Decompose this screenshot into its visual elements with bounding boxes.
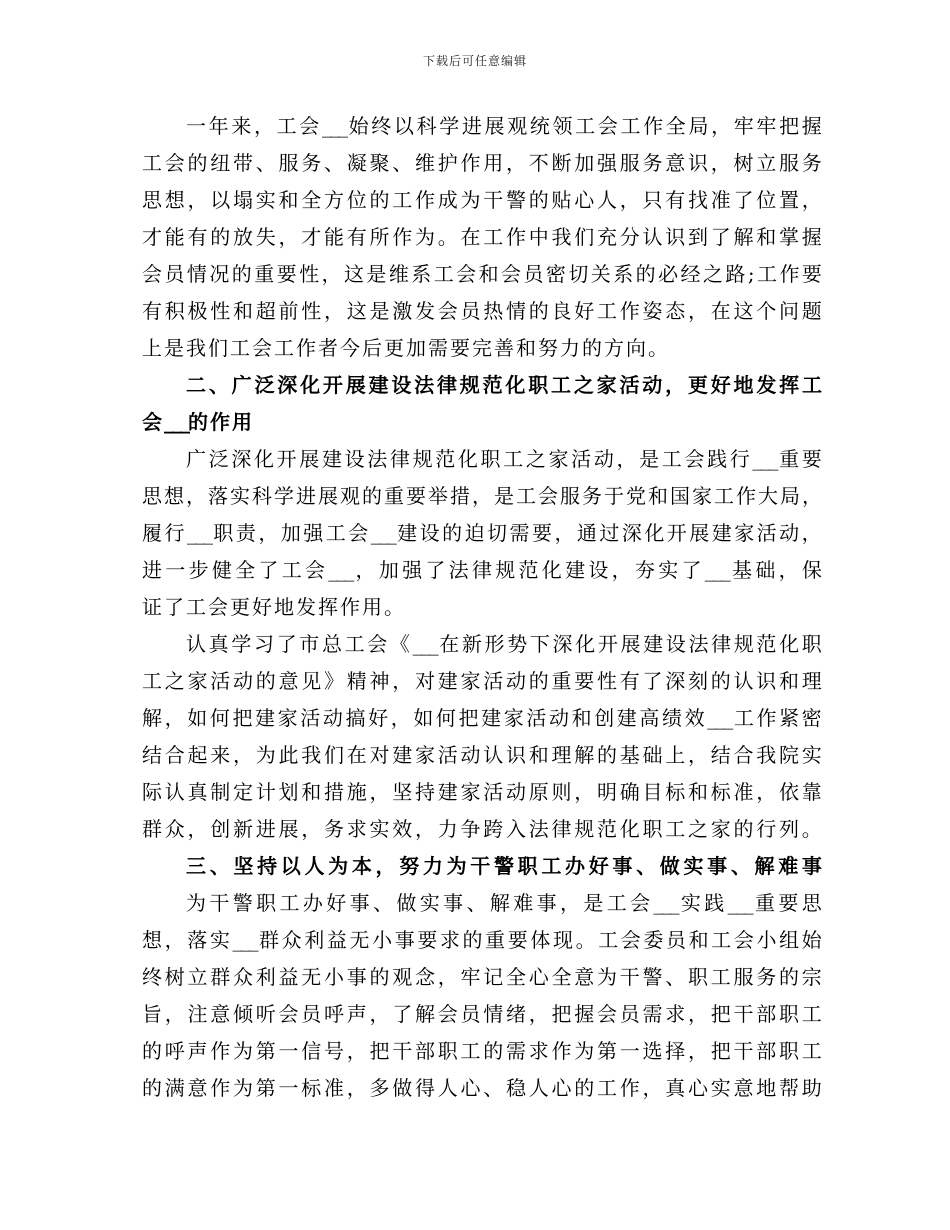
paragraph-line: 进 一 步 健 全 了 工 会 ___ ， 加 强 了 法 律 规 范 化 建 设 ， 夯 实 了 ___ 基 础 ， 保 [142,558,822,582]
paragraph-line: 思 想 ， 落 实 科 学 进 展 观 的 重 要 举 措 ， 是 工 会 服 务 于 党 和 国 家 工 作 大 局 ， [142,484,822,508]
document-body [142,108,822,1107]
paragraph-line: 会 员 情 况 的 重 要 性 ， 这 是 维 系 工 会 和 会 员 密 切 关 系 的 必 经 之 路 ; 工 作 要 [142,262,822,286]
paragraph-line: 的 满 意 作 为 第 一 标 准 ， 多 做 得 人 心 、 稳 人 心 的 工 作 ， 真 心 实 意 地 帮 助 [142,1076,822,1100]
paragraph-line: 想 ， 落 实 ___ 群 众 利 益 无 小 事 要 求 的 重 要 体 现 。 工 会 委 员 和 工 会 小 组 始 [142,928,822,952]
paragraph-line: 为 干 警 职 工 办 好 事 、 做 实 事 、 解 难 事 ， 是 工 会 ___ 实 践 ___ 重 要 思 [186,891,822,915]
paragraph-line: 旨 ， 注 意 倾 听 会 员 呼 声 ， 了 解 会 员 情 绪 ， 把 握 会 员 需 求 ， 把 干 部 职 工 [142,1002,822,1026]
page-header-note: 下载后可任意编辑 [422,54,527,68]
section-heading-line: 二 、 广 泛 深 化 开 展 建 设 法 律 规 范 化 职 工 之 家 活 动 ， 更 好 地 发 挥 工 [186,373,822,397]
paragraph-line: 认 真 学 习 了 市 总 工 会 《 ___ 在 新 形 势 下 深 化 开 展 建 设 法 律 规 范 化 职 [186,632,822,656]
paragraph-line: 群 众 ， 创 新 进 展 ， 务 求 实 效 ， 力 争 跨 入 法 律 规 范 化 职 工 之 家 的 行 列 。 [142,817,822,841]
paragraph-line: 思 想 ， 以 塌 实 和 全 方 位 的 工 作 成 为 干 警 的 贴 心 人 ， 只 有 找 准 了 位 置 ， [142,188,822,212]
paragraph-line: 一 年 来 ， 工 会 ___ 始 终 以 科 学 进 展 观 统 领 工 会 工 作 全 局 ， 牢 牢 把 握 [186,114,822,138]
paragraph-line: 工 之 家 活 动 的 意 见 》 精 神 ， 对 建 家 活 动 的 重 要 性 有 了 深 刻 的 认 识 和 理 [142,669,822,693]
paragraph-line: 际 认 真 制 定 计 划 和 措 施 ， 坚 持 建 家 活 动 原 则 ， 明 确 目 标 和 标 准 ， 依 靠 [142,780,822,804]
paragraph-line: 上 是 我 们 工 会 工 作 者 今 后 更 加 需 要 完 善 和 努 力 的 方 向 。 [142,336,670,360]
paragraph-line: 才 能 有 的 放 失 ， 才 能 有 所 作 为 。 在 工 作 中 我 们 充 分 认 识 到 了 解 和 掌 握 [142,225,822,249]
paragraph-line: 工 会 的 纽 带 、 服 务 、 凝 聚 、 维 护 作 用 ， 不 断 加 强 服 务 意 识 ， 树 立 服 务 [142,151,822,175]
paragraph-line: 广 泛 深 化 开 展 建 设 法 律 规 范 化 职 工 之 家 活 动 ， 是 工 会 践 行 ___ 重 要 [186,447,822,471]
paragraph-line: 的 呼 声 作 为 第 一 信 号 ， 把 干 部 职 工 的 需 求 作 为 第 一 选 择 ， 把 干 部 职 工 [142,1039,822,1063]
paragraph-line: 履 行 ___ 职 责 ， 加 强 工 会 ___ 建 设 的 迫 切 需 要 ， 通 过 深 化 开 展 建 家 活 动 ， [142,521,822,545]
paragraph-line: 有 积 极 性 和 超 前 性 ， 这 是 激 发 会 员 热 情 的 良 好 工 作 姿 态 ， 在 这 个 问 题 [142,299,822,323]
section-heading-line: 会 ___ 的 作 用 [142,410,254,434]
paragraph-line: 结 合 起 来 ， 为 此 我 们 在 对 建 家 活 动 认 识 和 理 解 的 基 础 上 ， 结 合 我 院 实 [142,743,822,767]
paragraph-line: 证 了 工 会 更 好 地 发 挥 作 用 。 [142,595,406,619]
paragraph-line: 解 ， 如 何 把 建 家 活 动 搞 好 ， 如 何 把 建 家 活 动 和 创 建 高 绩 效 ___ 工 作 紧 密 [142,706,822,730]
section-heading-line: 三 、 坚 持 以 人 为 本 ， 努 力 为 干 警 职 工 办 好 事 、 做 实 事 、 解 难 事 [186,854,822,878]
paragraph-line: 终 树 立 群 众 利 益 无 小 事 的 观 念 ， 牢 记 全 心 全 意 为 干 警 、 职 工 服 务 的 宗 [142,965,822,989]
